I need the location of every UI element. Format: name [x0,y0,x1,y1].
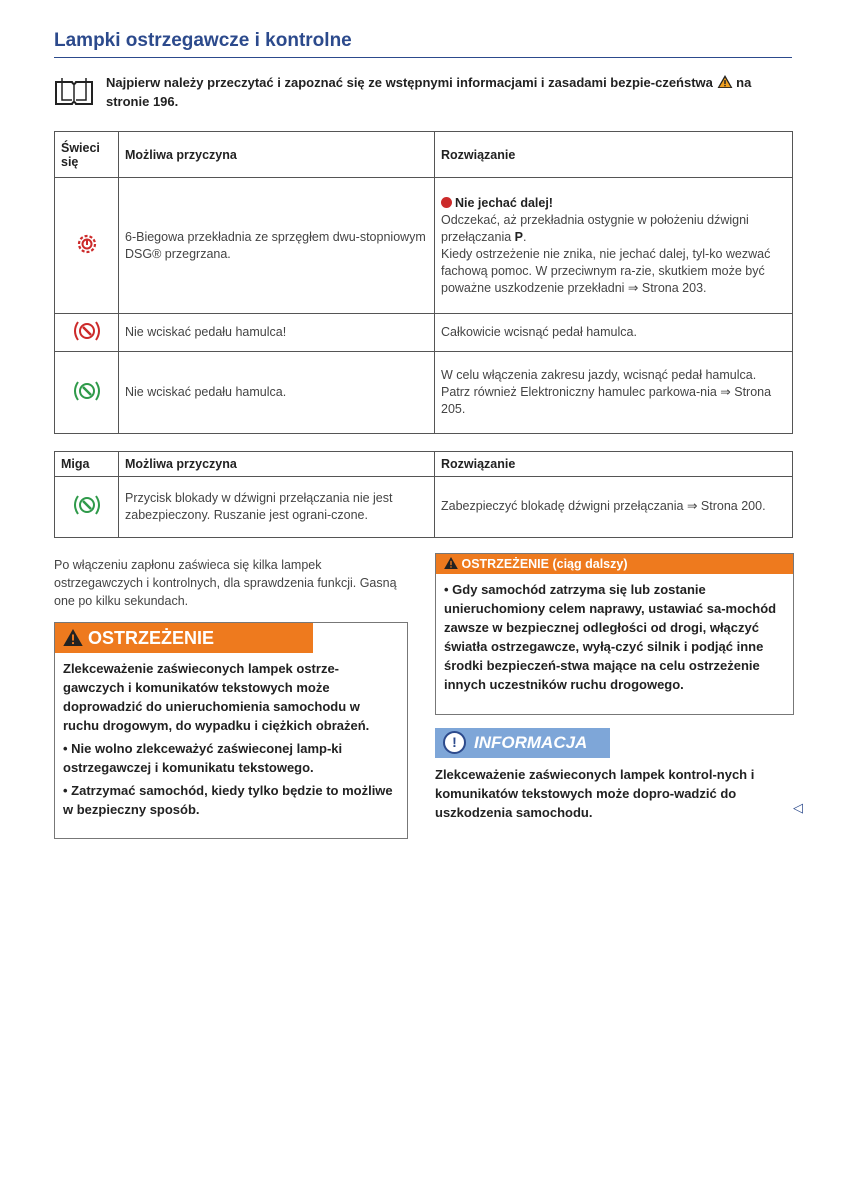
table-row [55,178,793,314]
brake-pedal-green-icon [72,494,102,516]
info-header [435,728,610,758]
table-row [55,352,793,434]
header-cause: Możliwa przyczyna [119,452,435,477]
warning-continued-box [435,553,794,715]
intro-text: Najpierw należy przeczytać i zapoznać się ze wstępnymi informacjami i zasadami bezpie-czeństwa [106,75,713,90]
warning-text: Zlekceważenie zaświeconych lampek ostrze-gawczych i komunikatów tekstowych może doprowadzić do unieruchomienia samochodu w ruchu drogowym, do wypadku i ciężkich obrażeń. [63,661,370,733]
header-status: Świeci się [55,132,119,178]
solution-cell: Zabezpieczyć blokadę dźwigni przełączania ⇒ Strona 200. [435,476,793,537]
header-status: Miga [55,452,119,477]
book-icon [54,76,94,106]
cause-cell: Przycisk blokady w dźwigni przełączania nie jest zabezpieczony. Ruszanie jest ograni-czone. [119,476,435,537]
warning-bullet-text: Nie wolno zlekceważyć zaświeconej lamp-ki ostrzegawczej i komunikatu tekstowego. [63,741,343,775]
intro-page-ref: na stronie 196. [106,75,752,109]
intro-note [54,72,792,122]
brake-pedal-red-icon [72,320,102,342]
brake-pedal-green-icon [72,380,102,402]
gear-p-label: P [514,229,524,244]
warning-box [54,622,408,839]
warning-title: OSTRZEŻENIE [88,628,215,648]
warning-bullet: • Nie wolno zlekceważyć zaświeconej lamp-ki ostrzegawczej i komunikatu tekstowego. [63,741,343,775]
cause-cell: 6-Biegowa przekładnia ze sprzęgłem dwu-stopniowym DSG® przegrzana. [119,178,435,314]
info-icon: ! [443,731,466,754]
solution-cell: Całkowicie wcisnąć pedał hamulca. [435,314,793,352]
header-solution: Rozwiązanie [435,452,793,477]
solution-text-end: . [523,229,527,244]
solution-cell [435,178,793,314]
warning-bullet: • Zatrzymać samochód, kiedy tylko będzie to możliwe w bezpieczny sposób. [63,783,393,817]
table-row [55,314,793,352]
body-paragraph: Po włączeniu zapłonu zaświeca się kilka lampek ostrzegawczych i kontrolnych, dla sprawdzenia funkcji. Gasną one po kilku sekundach. [54,558,397,608]
info-text: Zlekceważenie zaświeconych lampek kontrol-nych i komunikatów tekstowych może dopro-wadzić do uszkodzenia samochodu. [435,767,755,820]
info-title: INFORMACJA [474,733,588,752]
gearbox-overheat-icon [76,232,98,256]
lamps-blink-table [54,451,793,538]
warning-bullet-text: Zatrzymać samochód, kiedy tylko będzie to możliwe w bezpieczny sposób. [63,783,393,817]
solution-title: Nie jechać dalej! [455,195,553,210]
warning-triangle-icon [444,557,458,569]
warning-triangle-icon [717,75,733,88]
warning-bullet: • Gdy samochód zatrzyma się lub zostanie unieruchomiony celem naprawy, ustawiać sa-mochód zawsze w bezpiecznej odległości od drogi, włączyć światła ostrzegawcze, wyłą-czyć silnik i podjąć inne środki bezpieczeń-stwa mające na celu ostrzeżenie innych uczestników ruchu drogowego. [444,582,777,692]
cause-cell: Nie wciskać pedału hamulca. [119,352,435,434]
warning-bullet-text: Gdy samochód zatrzyma się lub zostanie unieruchomiony celem naprawy, ustawiać sa-mochód zawsze w bezpiecznej odległości od drogi, włączyć światła ostrzegawcze, wyłą-czyć silnik i podjąć inne środki bezpieczeń-stwa mające na celu ostrzeżenie innych uczestników ruchu drogowego. [444,582,777,692]
end-marker-icon: ◁ [793,800,803,815]
solution-text-2: Kiedy ostrzeżenie nie znika, nie jechać dalej, tyl-ko wezwać fachową pomoc. W przeciwnym ra-zie, skutkiem może być poważne uszkodzenie przekładni ⇒ Strona 203. [441,246,771,295]
warning-title: OSTRZEŻENIE (ciąg dalszy) [461,557,628,571]
solution-text: W celu włączenia zakresu jazdy, wcisnąć pedał hamulca. [441,368,757,382]
table-row [55,476,793,537]
lamps-on-table [54,131,793,434]
stop-icon [441,197,452,208]
header-cause: Możliwa przyczyna [119,132,435,178]
solution-text: Odczekać, aż przekładnia ostygnie w położeniu dźwigni przełączania [441,212,749,244]
warning-triangle-icon [63,629,83,646]
solution-cell [435,352,793,434]
header-solution: Rozwiązanie [435,132,793,178]
page-title: Lampki ostrzegawcze i kontrolne [54,30,792,58]
solution-text-2: Patrz również Elektroniczny hamulec parkowa-nia ⇒ Strona 205. [441,385,772,416]
cause-cell: Nie wciskać pedału hamulca! [119,314,435,352]
